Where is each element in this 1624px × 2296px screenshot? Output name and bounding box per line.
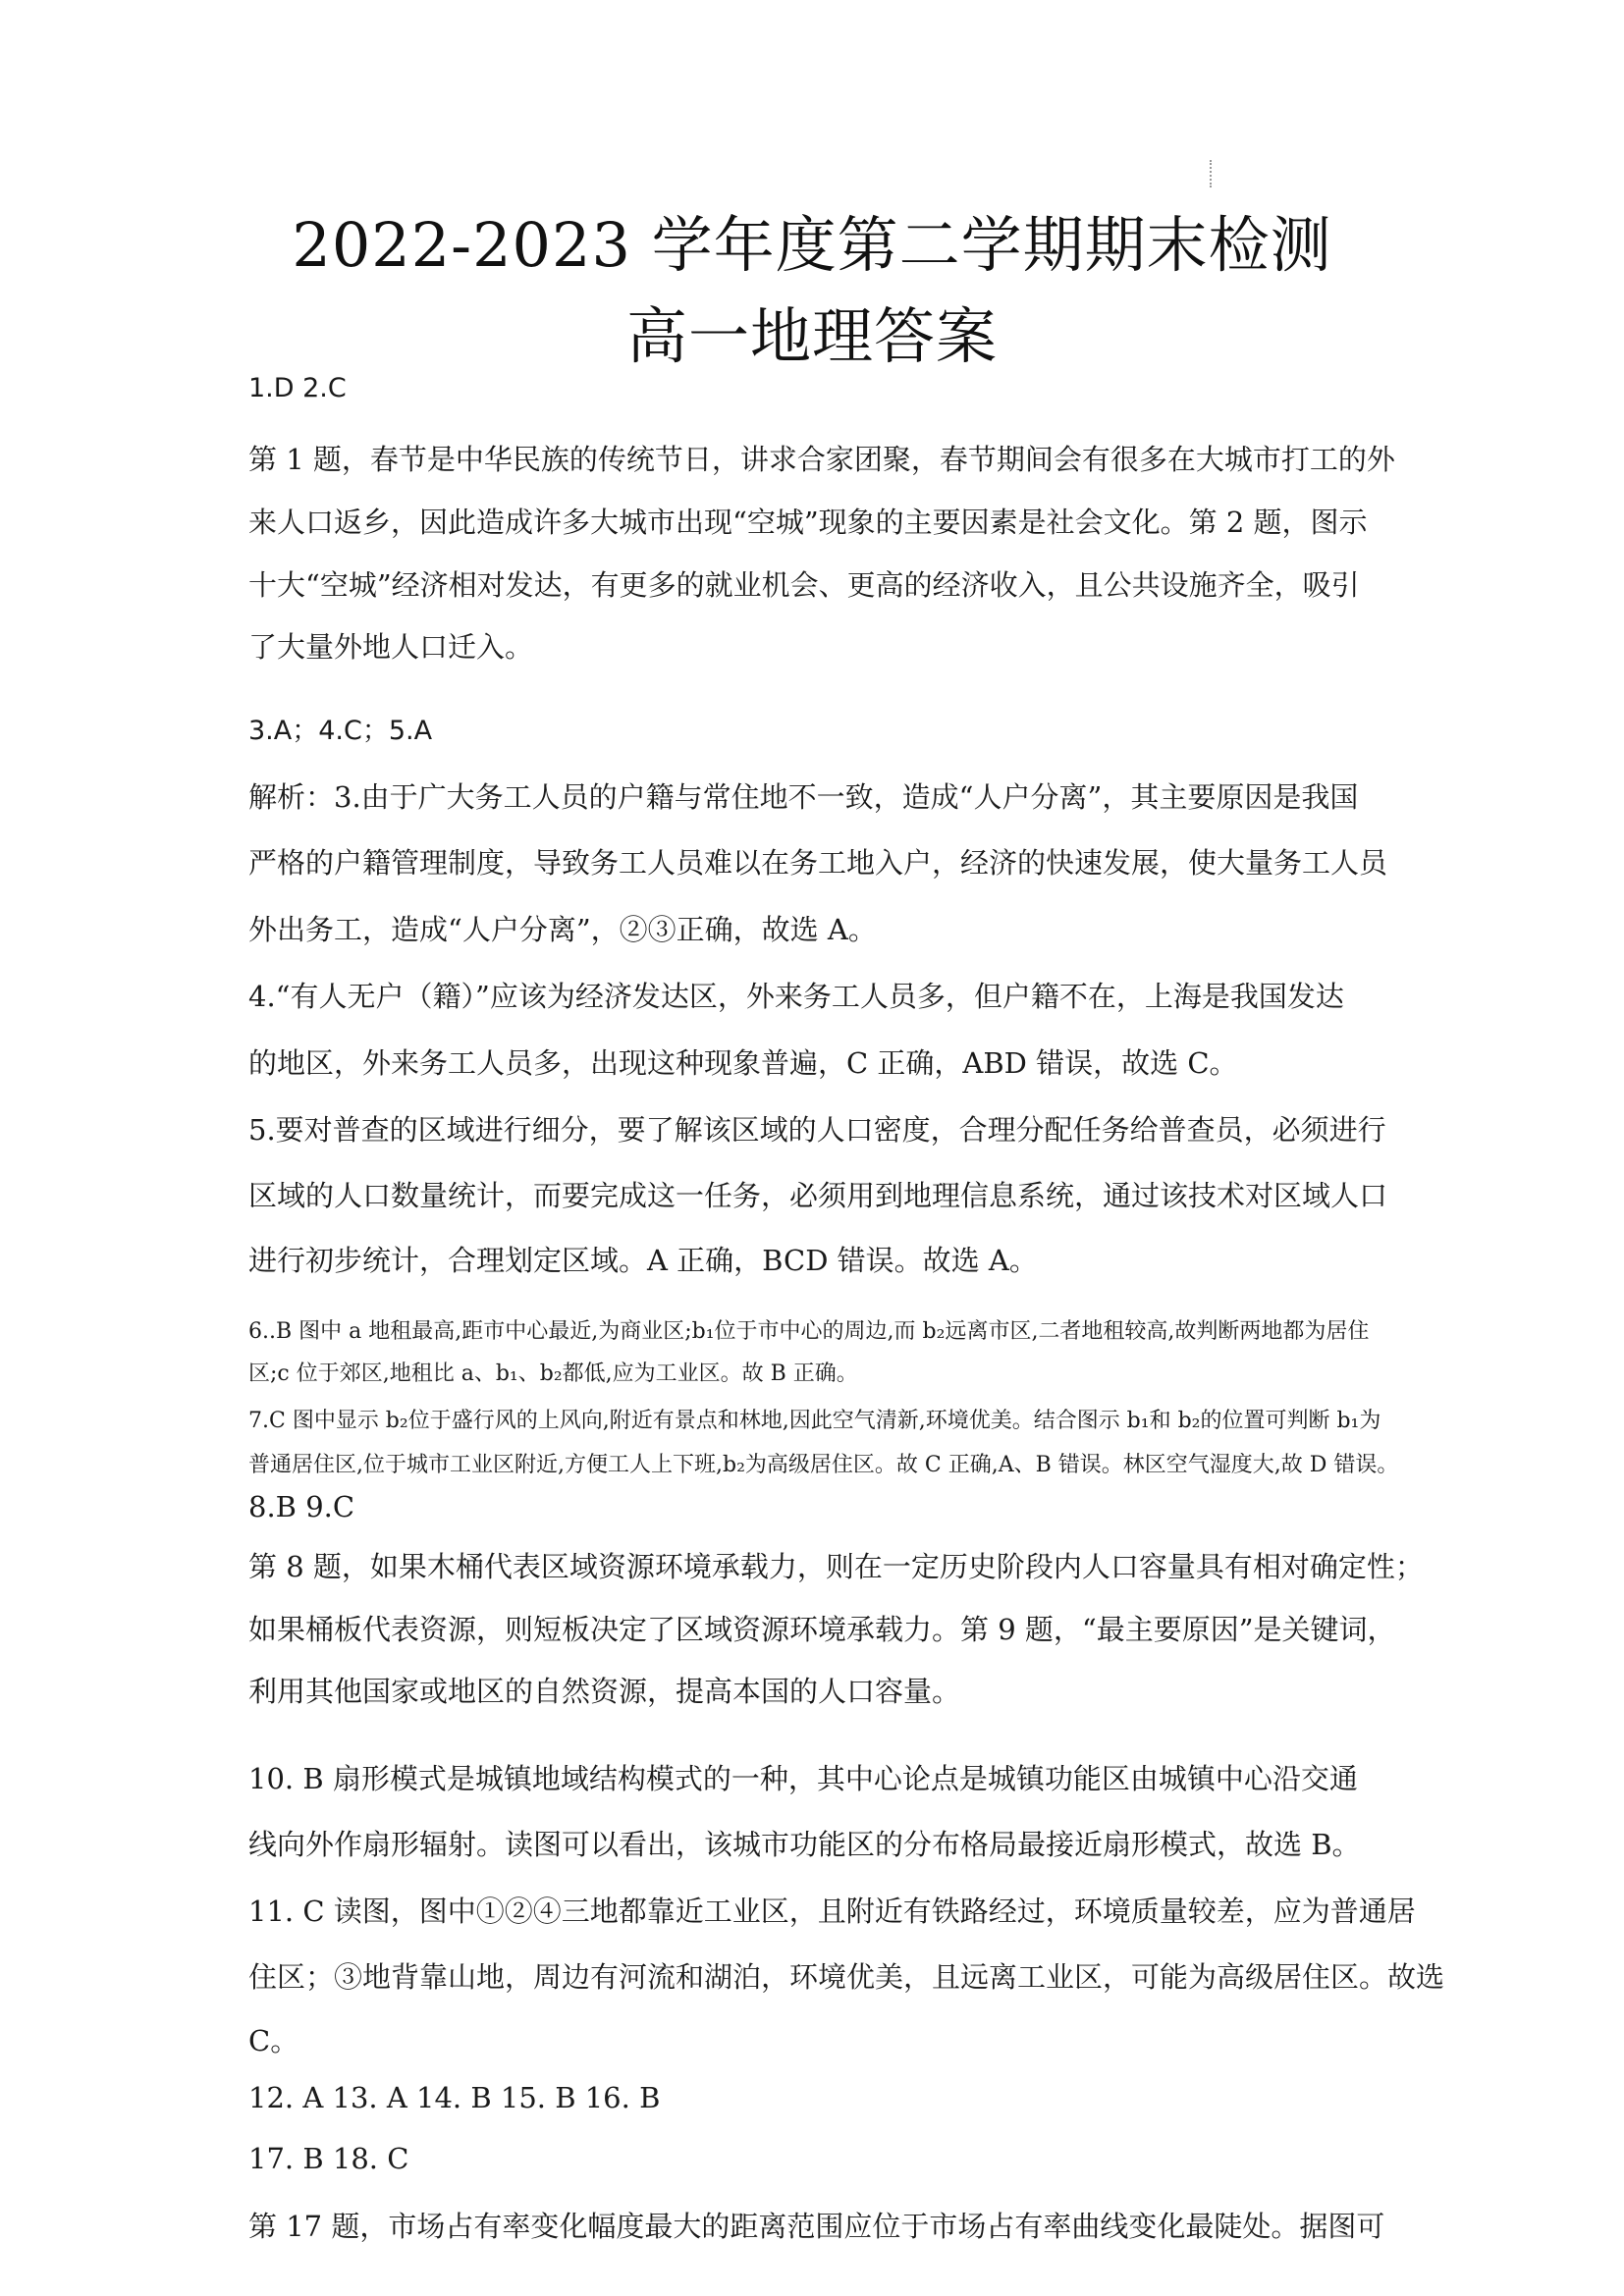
explanation-line: 进行初步统计，合理划定区域。A 正确，BCD 错误。故选 A。: [248, 1244, 1038, 1277]
explanation-line: 的地区，外来务工人员多，出现这种现象普遍，C 正确，ABD 错误，故选 C。: [248, 1046, 1238, 1080]
explanation-line: 外出务工，造成“人户分离”，②③正确，故选 A。: [248, 913, 877, 946]
explanation-line-small: 区;c 位于郊区,地租比 a、b₁、b₂都低,应为工业区。故 B 正确。: [248, 1362, 858, 1386]
explanation-line: 10. B 扇形模式是城镇地域结构模式的一种，其中心论点是城镇功能区由城镇中心沿交通: [248, 1762, 1358, 1795]
explanation-line: 区域的人口数量统计，而要完成这一任务，必须用到地理信息系统，通过该技术对区域人口: [248, 1179, 1388, 1212]
explanation-line-small: 6..B 图中 a 地租最高,距市中心最近,为商业区;b₁位于市中心的周边,而 b₂远离市区,二者地租较高,故判断两地都为居住: [248, 1319, 1370, 1344]
answer-key-17-18: 17. B 18. C: [248, 2142, 409, 2175]
document-title: 2022-2023 学年度第二学期期末检测: [292, 209, 1332, 281]
answer-key-3-5: 3.A；4.C；5.A: [248, 716, 433, 746]
explanation-line: 第 8 题，如果木桶代表区域资源环境承载力，则在一定历史阶段内人口容量具有相对确定性；: [248, 1550, 1424, 1583]
explanation-line: 利用其他国家或地区的自然资源，提高本国的人口容量。: [248, 1675, 961, 1708]
explanation-line: 来人口返乡，因此造成许多大城市出现“空城”现象的主要因素是社会文化。第 2 题，图示: [248, 506, 1368, 539]
explanation-line: 住区；③地背靠山地，周边有河流和湖泊，环境优美，且远离工业区，可能为高级居住区。故选: [248, 1960, 1445, 1994]
explanation-line: 严格的户籍管理制度，导致务工人员难以在务工地入户，经济的快速发展，使大量务工人员: [248, 846, 1388, 880]
document-subtitle: 高一地理答案: [625, 300, 998, 372]
explanation-line: 十大“空城”经济相对发达，有更多的就业机会、更高的经济收入，且公共设施齐全，吸引: [248, 568, 1360, 602]
explanation-line: 4.“有人无户（籍）”应该为经济发达区，外来务工人员多，但户籍不在，上海是我国发达: [248, 980, 1344, 1013]
explanation-line: 第 17 题，市场占有率变化幅度最大的距离范围应位于市场占有率曲线变化最陡处。据图可: [248, 2210, 1385, 2243]
explanation-line: 第 1 题，春节是中华民族的传统节日，讲求合家团聚，春节期间会有很多在大城市打工的外: [248, 443, 1395, 476]
explanation-line: 如果桶板代表资源，则短板决定了区域资源环境承载力。第 9 题，“最主要原因”是关键词，: [248, 1613, 1396, 1646]
explanation-line: 了大量外地人口迁入。: [248, 630, 534, 664]
scan-mark: [1210, 160, 1214, 187]
explanation-line-small: 7.C 图中显示 b₂位于盛行风的上风向,附近有景点和林地,因此空气清新,环境优美。结合图示 b₁和 b₂的位置可判断 b₁为: [248, 1409, 1381, 1433]
explanation-line: C。: [248, 2024, 299, 2057]
explanation-line: 解析：3.由于广大务工人员的户籍与常住地不一致，造成“人户分离”，其主要原因是我国: [248, 780, 1359, 814]
explanation-line: 5.要对普查的区域进行细分，要了解该区域的人口密度，合理分配任务给普查员，必须进行: [248, 1113, 1386, 1147]
explanation-line: 线向外作扇形辐射。读图可以看出，该城市功能区的分布格局最接近扇形模式，故选 B。: [248, 1828, 1361, 1861]
answer-key-12-16: 12. A 13. A 14. B 15. B 16. B: [248, 2081, 661, 2114]
explanation-line: 11. C 读图，图中①②④三地都靠近工业区，且附近有铁路经过，环境质量较差，应为普通居: [248, 1895, 1416, 1928]
explanation-line-small: 普通居住区,位于城市工业区附近,方便工人上下班,b₂为高级居住区。故 C 正确,A、B 错误。林区空气湿度大,故 D 错误。: [248, 1453, 1399, 1477]
answer-key-1-2: 1.D 2.C: [248, 373, 347, 403]
answer-key-8-9: 8.B 9.C: [248, 1490, 355, 1523]
